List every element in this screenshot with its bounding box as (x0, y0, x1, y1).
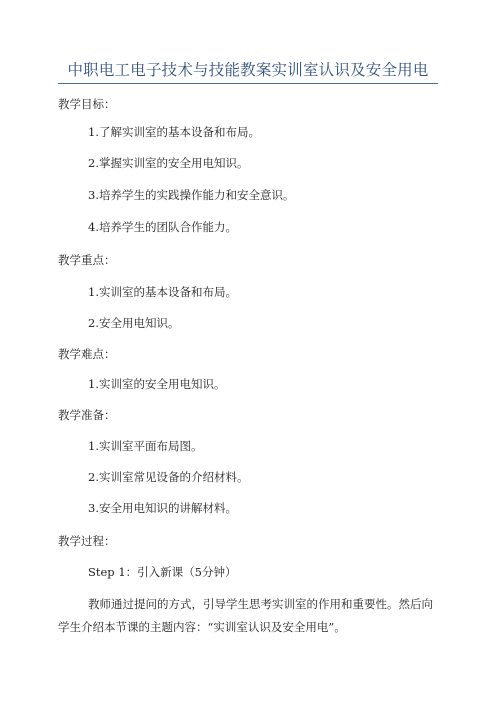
key-point-item: 2.安全用电知识。 (88, 316, 180, 330)
preparation-item: 3.安全用电知识的讲解材料。 (88, 501, 237, 515)
page-title: 中职电工电子技术与技能教案实训室认识及安全用电 (67, 61, 429, 79)
objective-item: 4.培养学生的团队合作能力。 (88, 220, 237, 234)
title-divider (58, 83, 438, 84)
key-point-item: 1.实训室的基本设备和布局。 (88, 285, 237, 299)
objective-item: 1.了解实训室的基本设备和布局。 (88, 125, 260, 139)
section-heading-objectives: 教学目标： (58, 97, 116, 111)
process-paragraph-line: 学生介绍本节课的主题内容：“实训室认识及安全用电”。 (58, 620, 346, 634)
difficulty-item: 1.实训室的安全用电知识。 (88, 377, 226, 391)
preparation-item: 2.实训室常见设备的介绍材料。 (88, 470, 249, 484)
section-heading-difficulties: 教学难点： (58, 347, 116, 361)
objective-item: 3.培养学生的实践操作能力和安全意识。 (88, 188, 295, 202)
objective-item: 2.掌握实训室的安全用电知识。 (88, 156, 249, 170)
section-heading-preparation: 教学准备： (58, 408, 116, 422)
section-heading-process: 教学过程： (58, 534, 116, 548)
process-step-1: Step 1：引入新课（5分钟） (88, 565, 237, 579)
process-paragraph-line: 教师通过提问的方式，引导学生思考实训室的作用和重要性。然后向 (88, 597, 433, 611)
section-heading-key-points: 教学重点： (58, 253, 116, 267)
preparation-item: 1.实训室平面布局图。 (88, 439, 203, 453)
